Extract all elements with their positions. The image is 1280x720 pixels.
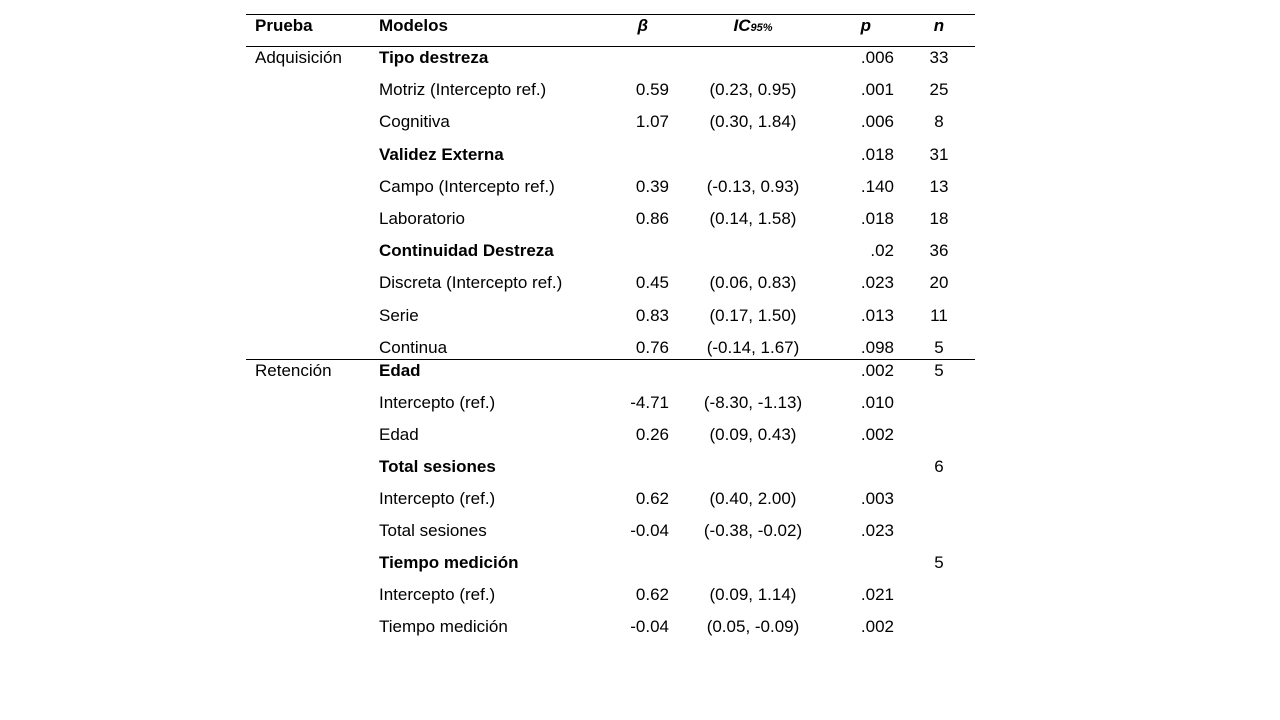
section-label: Adquisición [255,48,342,67]
cell-modelo: Motriz (Intercepto ref.) [379,80,547,99]
cell-modelo: Validez Externa [379,145,504,164]
cell-ic: (0.14, 1.58) [709,209,797,228]
cell-ic: (0.06, 0.83) [709,273,797,292]
cell-beta: 0.86 [635,209,669,228]
cell-p: .002 [860,617,894,636]
cell-ic: (0.09, 0.43) [709,425,797,444]
cell-n: 6 [934,457,944,476]
cell-beta: 0.62 [635,585,669,604]
cell-ic: (-0.14, 1.67) [706,338,800,357]
cell-modelo: Campo (Intercepto ref.) [379,177,555,196]
cell-n: 13 [929,177,949,196]
cell-beta: 0.83 [635,306,669,325]
cell-modelo: Tiempo medición [379,617,508,636]
cell-ic: (-0.38, -0.02) [703,521,803,540]
cell-n: 8 [934,112,944,131]
header-p: p [860,16,871,35]
cell-p: .002 [860,361,894,380]
cell-ic: (0.30, 1.84) [709,112,797,131]
cell-ic: (0.17, 1.50) [709,306,797,325]
cell-ic: (-8.30, -1.13) [703,393,803,412]
cell-p: .02 [870,241,894,260]
header-ic-subscript: 95% [750,22,773,34]
cell-modelo: Tiempo medición [379,553,519,572]
cell-p: .023 [860,521,894,540]
cell-p: .098 [860,338,894,357]
cell-modelo: Total sesiones [379,521,487,540]
cell-p: .018 [860,209,894,228]
cell-p: .001 [860,80,894,99]
cell-ic: (0.40, 2.00) [709,489,797,508]
header-n: n [933,16,945,35]
cell-modelo: Discreta (Intercepto ref.) [379,273,563,292]
cell-beta: 0.76 [635,338,669,357]
cell-n: 5 [934,338,944,357]
cell-modelo: Continuidad Destreza [379,241,554,260]
cell-modelo: Intercepto (ref.) [379,489,496,508]
cell-p: .010 [860,393,894,412]
cell-beta: 0.39 [635,177,669,196]
cell-n: 18 [929,209,949,228]
cell-p: .021 [860,585,894,604]
cell-n: 33 [929,48,949,67]
cell-modelo: Cognitiva [379,112,450,131]
cell-p: .013 [860,306,894,325]
section-rule [246,359,975,360]
cell-ic: (0.05, -0.09) [706,617,800,636]
cell-modelo: Tipo destreza [379,48,489,67]
cell-modelo: Total sesiones [379,457,496,476]
cell-beta: 0.59 [635,80,669,99]
cell-ic: (-0.13, 0.93) [706,177,800,196]
header-ic [733,16,772,38]
header-prueba: Prueba [255,16,313,35]
header-ic-label: IC [733,16,751,35]
cell-modelo: Serie [379,306,419,325]
cell-ic: (0.23, 0.95) [709,80,797,99]
cell-beta: 0.26 [635,425,669,444]
cell-p: .003 [860,489,894,508]
header-beta: β [637,16,648,35]
cell-modelo: Continua [379,338,448,357]
cell-beta: -4.71 [630,393,669,412]
cell-p: .002 [860,425,894,444]
cell-n: 36 [929,241,949,260]
cell-beta: 1.07 [635,112,669,131]
header-modelos: Modelos [379,16,448,35]
section-label: Retención [255,361,332,380]
cell-p: .023 [860,273,894,292]
cell-beta: 0.62 [635,489,669,508]
cell-beta: -0.04 [630,617,669,636]
cell-modelo: Laboratorio [379,209,466,228]
cell-n: 5 [934,361,944,380]
cell-modelo: Edad [379,361,421,380]
header-rule [246,46,975,47]
top-rule [246,14,975,15]
cell-n: 20 [929,273,949,292]
cell-beta: 0.45 [635,273,669,292]
cell-n: 25 [929,80,949,99]
cell-n: 11 [930,306,948,325]
cell-p: .018 [860,145,894,164]
cell-p: .140 [860,177,894,196]
cell-modelo: Intercepto (ref.) [379,393,496,412]
cell-modelo: Edad [379,425,419,444]
cell-modelo: Intercepto (ref.) [379,585,496,604]
cell-n: 5 [934,553,944,572]
cell-ic: (0.09, 1.14) [709,585,797,604]
cell-n: 31 [929,145,949,164]
cell-beta: -0.04 [630,521,669,540]
cell-p: .006 [860,112,894,131]
cell-p: .006 [860,48,894,67]
